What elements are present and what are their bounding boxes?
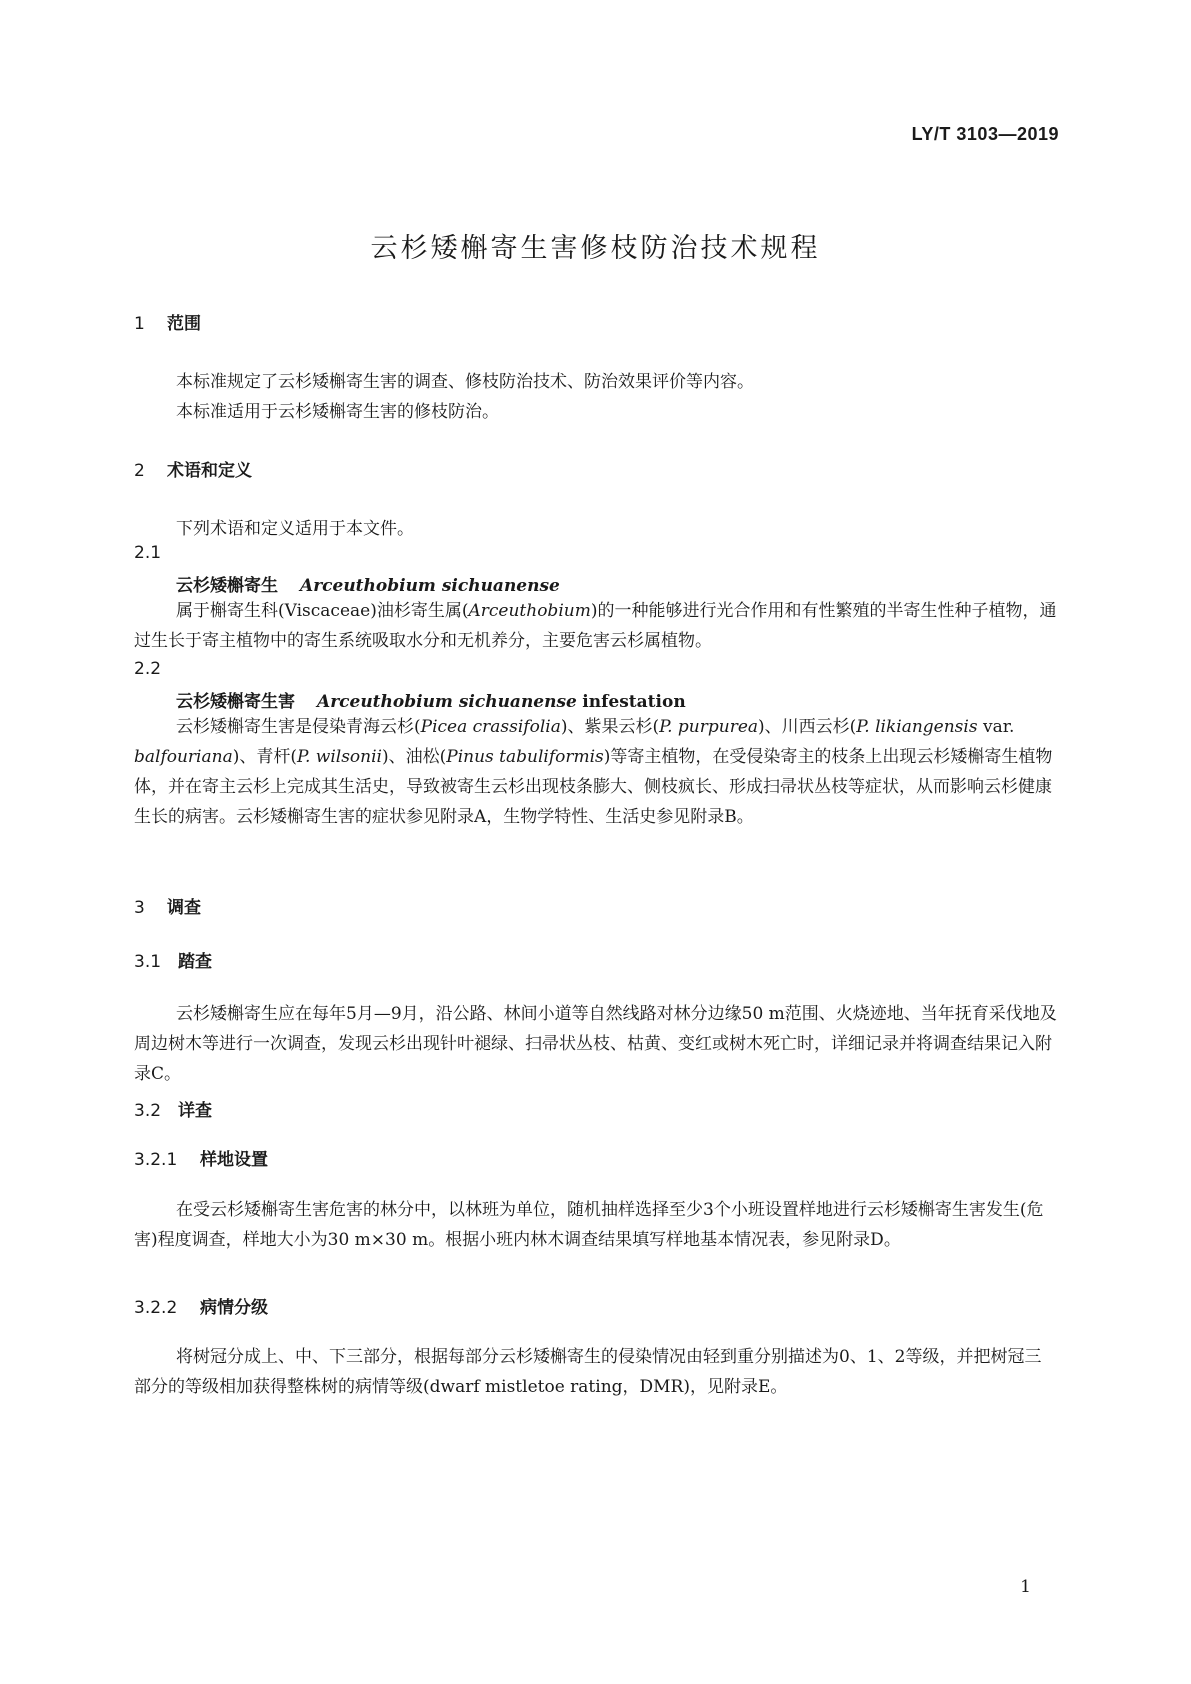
- section-number: 3.2.1: [134, 1150, 178, 1170]
- section-title: 调查: [167, 898, 201, 918]
- paragraph: 本标准适用于云杉矮槲寄生害的修枝防治。: [176, 402, 499, 422]
- subsection-3-2-heading: [134, 1096, 212, 1121]
- section-number: 1: [134, 314, 145, 334]
- section-2-heading: [134, 456, 252, 481]
- section-number: 3.2: [134, 1101, 162, 1121]
- section-1-heading: [134, 309, 201, 334]
- term-number: 2.2: [134, 659, 162, 679]
- section-title: 踏查: [178, 952, 212, 972]
- term-entry: [176, 571, 560, 596]
- paragraph: 本标准规定了云杉矮槲寄生害的调查、修枝防治技术、防治效果评价等内容。: [176, 372, 754, 392]
- section-number: 3.1: [134, 952, 162, 972]
- term-chinese: 云杉矮槲寄生: [176, 576, 278, 596]
- standard-code: LY/T 3103—2019: [911, 124, 1059, 144]
- section-3-heading: [134, 893, 201, 918]
- subsection-3-2-1-heading: [134, 1145, 268, 1170]
- page-number: 1: [1020, 1577, 1031, 1597]
- section-number: 3.2.2: [134, 1298, 178, 1318]
- document-title: 云杉矮槲寄生害修枝防治技术规程: [370, 233, 821, 264]
- term-latin: Arceuthobium sichuanense: [300, 576, 560, 596]
- term-entry: [176, 687, 686, 712]
- subsection-3-2-2-heading: [134, 1293, 268, 1318]
- term-chinese: 云杉矮槲寄生害: [176, 692, 295, 712]
- paragraph: 在受云杉矮槲寄生害危害的林分中，以林班为单位，随机抽样选择至少3个小班设置样地进行云杉矮槲寄生害发生(危害)程度调查，样地大小为30 m×30 m。根据小班内林木调查结果填写样地基本情况表，参见附录D。: [134, 1200, 1044, 1250]
- section-title: 范围: [167, 314, 201, 334]
- section-title: 样地设置: [200, 1150, 268, 1170]
- paragraph: 将树冠分成上、中、下三部分，根据每部分云杉矮槲寄生的侵染情况由轻到重分别描述为0、1、2等级，并把树冠三部分的等级相加获得整株树的病情等级(dwarf mistletoe rating，DMR)，见附录E。: [134, 1347, 1042, 1397]
- section-number: 2: [134, 461, 145, 481]
- paragraph: 云杉矮槲寄生应在每年5月—9月，沿公路、林间小道等自然线路对林分边缘50 m范围、火烧迹地、当年抚育采伐地及周边树木等进行一次调查，发现云杉出现针叶褪绿、扫帚状丛枝、枯黄、变红或树木死亡时，详细记录并将调查结果记入附录C。: [134, 1004, 1057, 1084]
- section-title: 详查: [178, 1101, 212, 1121]
- term-latin: Arceuthobium sichuanense: [317, 692, 577, 712]
- term-definition: 云杉矮槲寄生害是侵染青海云杉(Picea crassifolia)、紫果云杉(P. purpurea)、川西云杉(P. likiangensis var. balfouriana)、青杆(P. wilsonii)、油松(Pinus tabuliformis)等寄主植物，在受侵染寄主的枝条上出现云杉矮槲寄生植物体，并在寄主云杉上完成其生活史，导致被寄生云杉出现枝条膨大、侧枝疯长、形成扫帚状丛枝等症状，从而影响云杉健康生长的病害。云杉矮槲寄生害的症状参见附录A，生物学特性、生活史参见附录B。: [134, 717, 1053, 827]
- term-english: infestation: [582, 692, 686, 712]
- section-title: 病情分级: [200, 1298, 268, 1318]
- section-number: 3: [134, 898, 145, 918]
- section-title: 术语和定义: [167, 461, 252, 481]
- subsection-3-1-heading: [134, 947, 212, 972]
- term-definition: 属于槲寄生科(Viscaceae)油杉寄生属(Arceuthobium)的一种能够进行光合作用和有性繁殖的半寄生性种子植物，通过生长于寄主植物中的寄生系统吸取水分和无机养分，主要危害云杉属植物。: [134, 601, 1057, 651]
- term-number: 2.1: [134, 543, 162, 563]
- paragraph: 下列术语和定义适用于本文件。: [176, 519, 414, 539]
